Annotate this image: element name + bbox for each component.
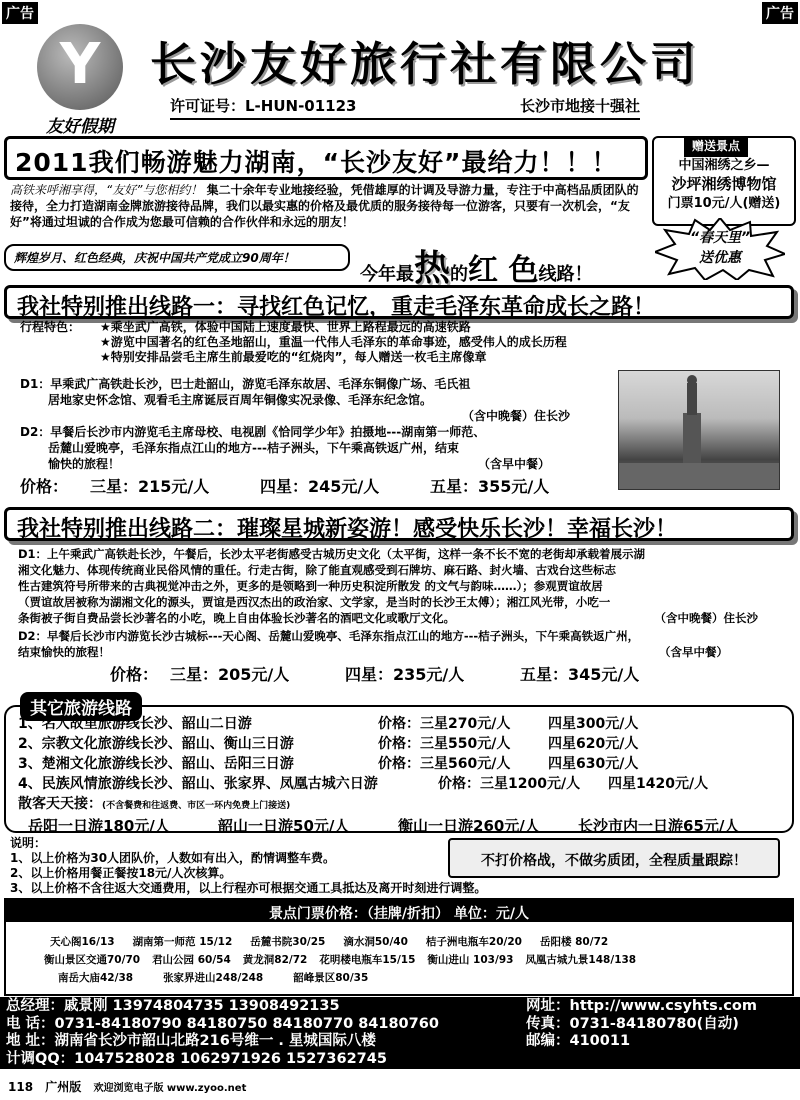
route-price-4star: 四星620元/人 — [548, 736, 639, 752]
list-item — [18, 714, 778, 734]
route-price: 价格：三星560元/人 — [378, 756, 511, 772]
day-line: D1：早乘武广高铁赴长沙，巴士赴韶山，游览毛泽东故居、毛泽东铜像广场、毛氏祖 — [20, 377, 471, 391]
site-link[interactable]: 欢迎浏览电子版 www.zyoo.net — [93, 1083, 247, 1094]
gift-line-1: 中国湘绣之乡— — [678, 158, 770, 173]
price-4star: 四星：235元/人 — [345, 665, 465, 684]
day-trip: 衡山一日游260元/人 — [398, 817, 540, 835]
gift-tag: 赠送景点 — [684, 136, 748, 157]
hot-b: 热 — [414, 248, 451, 289]
edition-label: 广州版 — [45, 1080, 82, 1094]
gift-line-2: 沙坪湘绣博物馆 — [671, 175, 777, 193]
ticket-item: 天心阁16/13 — [50, 936, 115, 948]
feat-label: 行程特色： — [20, 320, 81, 334]
route-price-4star: 四星630元/人 — [548, 756, 639, 772]
note-item: 1、以上价格为30人团队价，人数如有出入，酌情调整车费。 — [10, 851, 336, 865]
day-line: 岳麓山爱晚亭，毛泽东指点江山的地方---桔子洲头，下午乘高铁返广州，结束 — [48, 441, 459, 455]
ticket-item: 衡山进山 103/93 — [427, 954, 514, 966]
hot-e: 线路！ — [538, 264, 593, 285]
route1-features — [20, 320, 780, 365]
ticket-row — [58, 970, 368, 985]
route-price: 价格：三星1200元/人 — [438, 776, 581, 792]
qq-contacts: 计调QQ：1047528028 1062971926 1527362745 — [6, 1050, 387, 1067]
sanke-note: (不含餐费和往返费、市区一环内免费上门接送) — [102, 801, 291, 811]
phone-numbers: 电 话：0731-84180790 84180750 84180770 84180760 — [6, 1015, 439, 1032]
price-4star: 四星：245元/人 — [260, 477, 380, 496]
promo-burst — [655, 218, 785, 280]
day-meal: （含早中餐） — [659, 645, 728, 659]
day-meal: （含中晚餐）住长沙 — [654, 611, 758, 625]
day-trip: 韶山一日游50元/人 — [218, 817, 350, 835]
manager-contact: 总经理：戚景刚 13974804735 13908492135 — [6, 998, 340, 1014]
ticket-item: 湖南第一师范 15/12 — [132, 936, 233, 948]
route1-prices — [20, 474, 600, 497]
route-name: 3、楚湘文化旅游线长沙、韶山、岳阳三日游 — [18, 756, 294, 772]
other-routes-tag: 其它旅游线路 — [20, 692, 142, 721]
gift-line-3: 门票10元/人(赠送) — [667, 196, 781, 211]
day-line: D1：上午乘武广高铁赴长沙，午餐后，长沙太平老街感受古城历史文化（太平街，这样一条不长不宽的老街却承载着展示湖 — [18, 547, 646, 561]
day-trip: 长沙市内一日游65元/人 — [578, 817, 740, 835]
ticket-item: 岳麓书院30/25 — [250, 936, 326, 948]
price-3star: 三星：215元/人 — [90, 477, 210, 496]
ticket-row — [50, 934, 608, 949]
day-line: （贾谊故居被称为湖湘文化的源头，贾谊是西汉杰出的政治家、文学家，是当时的长沙王太傅）；湘江风光带，小吃一 — [18, 595, 611, 609]
note-item: 2、以上价格用餐正餐按18元/人次核算。 — [10, 866, 232, 880]
route-name: 2、宗教文化旅游线长沙、韶山、衡山三日游 — [18, 736, 294, 752]
day-line: 性古建筑符号所带来的古典视觉冲击之外，更多的是领略到一种历史积淀所散发 的文气与韵味……）；参观贾谊故居 — [18, 579, 603, 593]
slogan-scroll: 不打价格战，不做劣质团，全程质量跟踪！ — [448, 838, 780, 878]
list-item — [18, 774, 778, 794]
notes-title: 说明： — [10, 836, 47, 850]
license-line — [170, 95, 640, 120]
day-line: 居地家史怀念馆、观看毛主席诞辰百周年铜像实况录像、毛泽东纪念馆。 — [48, 393, 433, 407]
mao-statue-photo — [618, 370, 780, 490]
day-line: 愉快的旅程！ — [48, 457, 121, 471]
day-trips — [18, 816, 778, 836]
hot-d: 红 色 — [468, 253, 539, 288]
feat-item: ★游览中国著名的红色圣地韶山，重温一代伟人毛泽东的革命事迹，感受伟人的成长历程 — [100, 335, 567, 349]
route1-title: 我社特别推出线路一：寻找红色记忆，重走毛泽东革命成长之路！ — [4, 285, 794, 319]
day-line: 湘文化魅力、体现传统商业民俗风情的重任。行走古街，除了能直观感受到石牌坊、麻石路、封火墙、古戏台这些标志 — [18, 563, 616, 577]
logo-y-icon: Y — [59, 32, 101, 97]
hot-a: 今年最 — [360, 264, 414, 285]
day-meal: （含中晚餐）住长沙 — [461, 409, 570, 423]
ticket-item: 韶峰景区80/35 — [293, 972, 369, 984]
price-3star: 三星：205元/人 — [170, 665, 290, 684]
other-routes-list — [18, 714, 778, 836]
main-banner: 2011我们畅游魅力湖南，“长沙友好”最给力！！！ — [4, 136, 648, 180]
note-item: 3、以上价格不含往返大交通费用，以上行程亦可根据交通工具抵达及离开时刻进行调整。 — [10, 881, 487, 895]
ticket-item: 衡山景区交通70/70 — [44, 954, 141, 966]
route2-title: 我社特别推出线路二：璀璨星城新姿游！感受快乐长沙！幸福长沙！ — [4, 507, 794, 541]
hot-line-heading — [360, 240, 592, 291]
contact-footer — [0, 997, 800, 1069]
list-item — [18, 734, 778, 754]
day-line: D2：早餐后长沙市内游览长沙古城标---天心阁、岳麓山爱晚亭、毛泽东指点江山的地方---桔子洲头，下午乘高铁返广州， — [18, 629, 640, 643]
anniversary-pill: 辉煌岁月、红色经典，庆祝中国共产党成立90周年！ — [4, 244, 350, 271]
ticket-item: 桔子洲电瓶车20/20 — [425, 936, 522, 948]
route1-day1 — [20, 376, 610, 424]
hot-c: 的 — [450, 264, 469, 285]
ticket-row — [44, 952, 636, 967]
sanke-label: 散客天天接： — [18, 796, 102, 812]
day-line: D2：早餐后长沙市内游览毛主席母校、电视剧《恰同学少年》拍摄地---湖南第一师范、 — [20, 425, 486, 439]
day-line: 条街被子街自费品尝长沙著名的小吃，晚上自由体验长沙著名的酒吧文化或歌厅文化。 — [18, 611, 455, 625]
license-number: 许可证号：L-HUN-01123 — [170, 97, 357, 115]
website-link[interactable]: 网址：http://www.csyhts.com — [526, 998, 757, 1014]
price-5star: 五星：355元/人 — [430, 477, 550, 496]
ticket-item: 凤凰古城九景148/138 — [525, 954, 637, 966]
intro-lead: 高铁来呼湘享得，“友好”与您相约！ — [10, 183, 203, 197]
route-price-4star: 四星1420元/人 — [608, 776, 709, 792]
company-name: 长沙友好旅行社有限公司 — [150, 37, 700, 91]
ticket-item: 君山公园 60/54 — [152, 954, 231, 966]
day-line: 结束愉快的旅程！ — [18, 645, 110, 659]
ad-label-right: 广告 — [762, 2, 798, 24]
ticket-item: 滴水洞50/40 — [343, 936, 408, 948]
route-name: 4、民族风情旅游线长沙、韶山、张家界、凤凰古城六日游 — [18, 776, 378, 792]
ticket-item: 黄龙洞82/72 — [242, 954, 308, 966]
page-footer — [8, 1078, 246, 1095]
logo-text: 友好假期 — [46, 117, 114, 137]
ticket-header: 景点门票价格：（挂牌/折扣） 单位：元/人 — [6, 900, 792, 922]
intro-text — [10, 182, 648, 230]
burst-line-1: “春天里” — [689, 230, 751, 246]
company-logo — [25, 18, 135, 137]
price-label: 价格： — [110, 665, 159, 684]
ticket-price-box — [4, 898, 794, 996]
price-5star: 五星：345元/人 — [520, 665, 640, 684]
route-price-4star: 四星300元/人 — [548, 716, 639, 732]
route-price: 价格：三星270元/人 — [378, 716, 511, 732]
list-item — [18, 754, 778, 774]
day-trip: 岳阳一日游180元/人 — [28, 817, 170, 835]
address: 地 址：湖南省长沙市韶山北路216号维一 . 星城国际八楼 — [6, 1033, 376, 1049]
burst-line-2: 送优惠 — [699, 250, 741, 266]
route2-prices — [110, 662, 780, 685]
tagline: 长沙市地接十强社 — [519, 97, 640, 115]
intro-body: 集二十余年专业地接经验，凭借雄厚的计调及导游力量，专注于中高档品质团队的接待，全力打造湖南金牌旅游接待品牌，我们以最实惠的价格及最优质的服务接待每一位游客，只要有一次机会，“友好”将通过坦诚的合作成为您最可信赖的合作伙伴和永远的朋友！ — [10, 183, 639, 229]
sanke-line — [18, 794, 778, 816]
notes — [10, 836, 487, 896]
day-meal: （含早中餐） — [477, 457, 550, 471]
route1-day2 — [20, 424, 610, 472]
route-name: 1、名人故里旅游线长沙、韶山二日游 — [18, 716, 252, 732]
feat-item: ★乘坐武广高铁，体验中国陆上速度最快、世界上路程最远的高速铁路 — [100, 320, 471, 334]
ticket-item: 南岳大庙42/38 — [58, 972, 134, 984]
route2-day2 — [18, 628, 788, 660]
route2-day1 — [18, 546, 788, 626]
feat-item: ★特别安排品尝毛主席生前最爱吃的“红烧肉”，每人赠送一枚毛主席像章 — [100, 350, 487, 364]
page-number: 118 — [8, 1080, 34, 1094]
fax-number: 传真：0731-84180780(自动) — [526, 1015, 739, 1032]
route-price: 价格：三星550元/人 — [378, 736, 511, 752]
ticket-item: 花明楼电瓶车15/15 — [319, 954, 416, 966]
gift-box — [652, 136, 796, 226]
price-label: 价格： — [20, 477, 69, 496]
postcode: 邮编：410011 — [526, 1033, 631, 1049]
ad-label-left: 广告 — [2, 2, 38, 24]
ticket-item: 张家界进山248/248 — [163, 972, 264, 984]
ticket-item: 岳阳楼 80/72 — [539, 936, 609, 948]
